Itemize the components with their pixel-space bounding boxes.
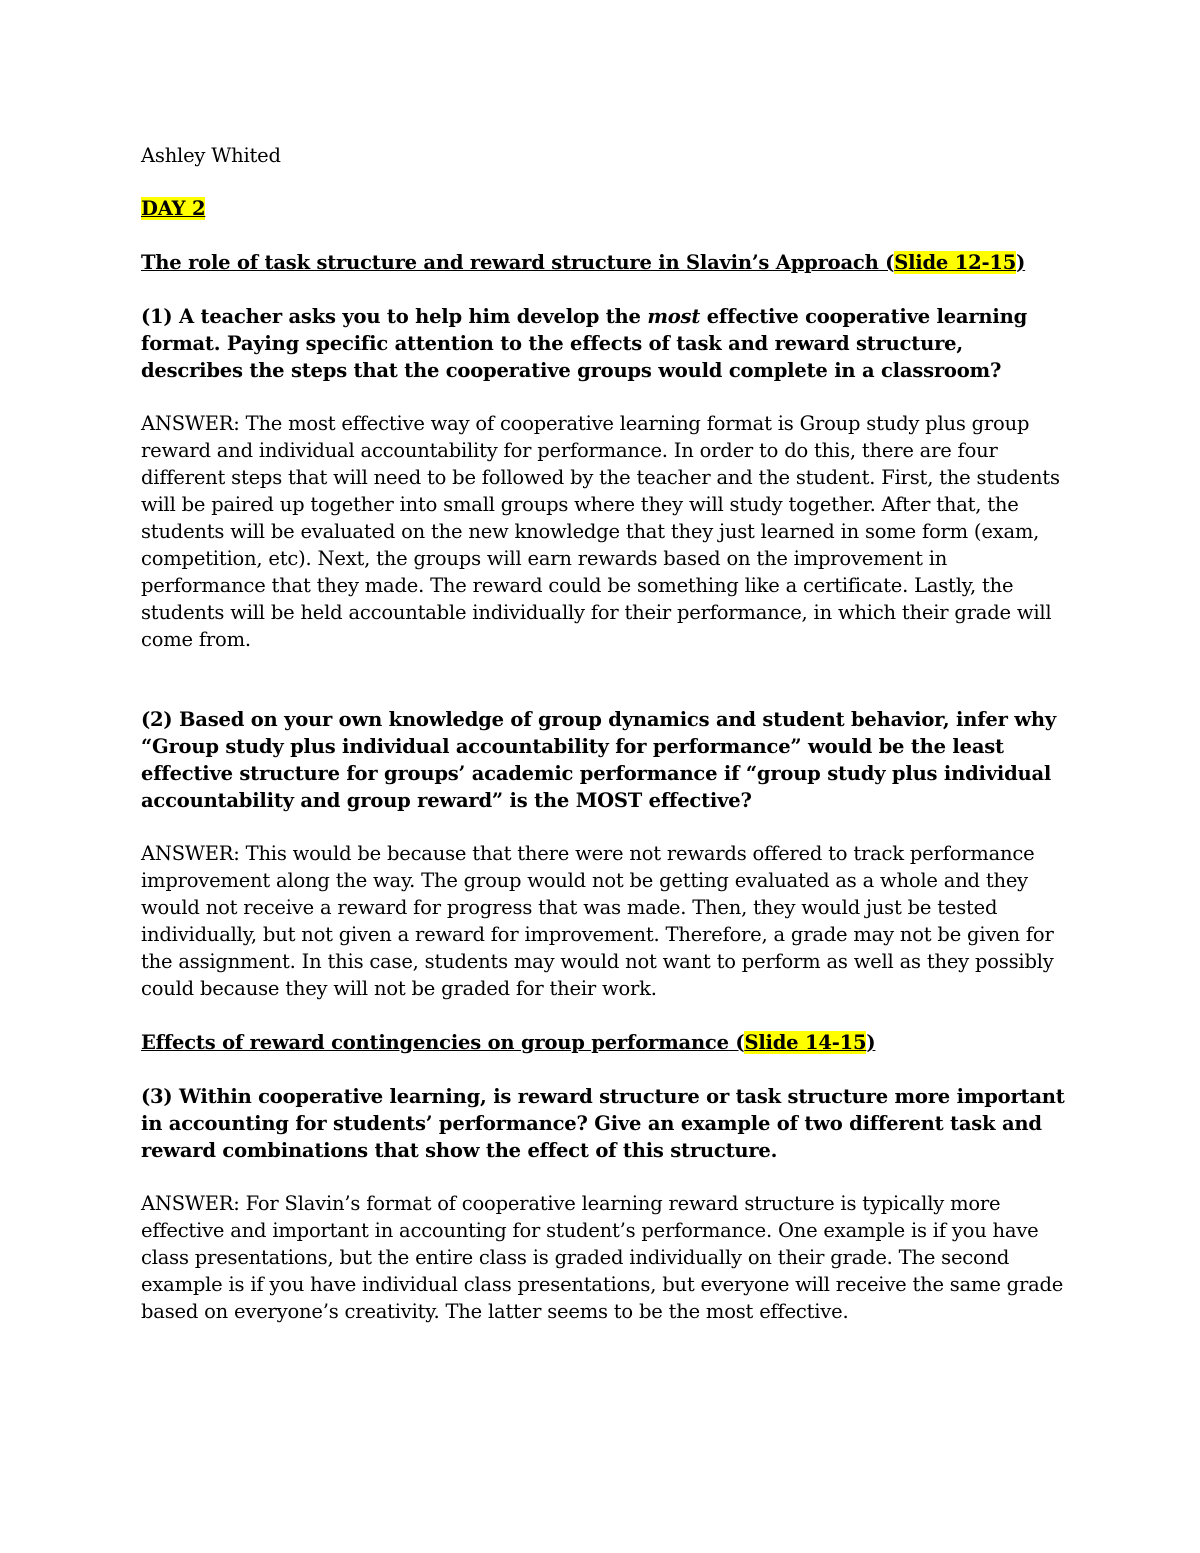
slide-reference-highlight: Slide 12-15 <box>894 251 1017 274</box>
question-1 <box>141 303 1071 384</box>
day-label-highlight: DAY 2 <box>141 197 206 220</box>
question-2: (2) Based on your own knowledge of group dynamics and student behavior, infer why “Group study plus individual accountability for performance” would be the least effective structure for groups’ academic performance if “group study plus individual accountability and group reward” is the MOST effective? <box>141 708 1056 812</box>
question-1-suffix: effective cooperative learning format. Paying specific attention to the effects of task and reward structure, describes the steps that the cooperative groups would complete in a classroom? <box>141 305 1028 382</box>
answer-1: ANSWER: The most effective way of cooperative learning format is Group study plus group reward and individual accountability for performance. In order to do this, there are four different steps that will need to be followed by the teacher and the student. First, the students will be paired up together into small groups where they will study together. After that, the students will be evaluated on the new knowledge that they just learned in some form (exam, competition, etc). Next, the groups will earn rewards based on the improvement in performance that they made. The reward could be something like a certificate. Lastly, the students will be held accountable individually for their performance, in which their grade will come from. <box>141 412 1060 651</box>
answer-2: ANSWER: This would be because that there were not rewards offered to track performance improvement along the way. The group would not be getting evaluated as a whole and they would not receive a reward for progress that was made. Then, they would just be tested individually, but not given a reward for improvement. Therefore, a grade may not be given for the assignment. In this case, students may would not want to perform as well as they possibly could because they will not be graded for their work. <box>141 842 1054 1000</box>
slide-reference-highlight: Slide 14-15 <box>744 1031 867 1054</box>
section-heading-text: The role of task structure and reward structure in Slavin’s Approach <box>141 251 879 274</box>
question-3: (3) Within cooperative learning, is reward structure or task structure more important in accounting for students’ performance? Give an example of two different task and reward combinations that show the effect of this structure. <box>141 1085 1065 1162</box>
answer-3: ANSWER: For Slavin’s format of cooperative learning reward structure is typically more effective and important in accounting for student’s performance. One example is if you have class presentations, but the entire class is graded individually on their grade. The second example is if you have individual class presentations, but everyone will receive the same grade based on everyone’s creativity. The latter seems to be the most effective. <box>141 1192 1064 1323</box>
day-label <box>141 195 1071 222</box>
section-heading-close-paren: ) <box>866 1031 876 1054</box>
section-heading-open-paren: ( <box>728 1031 745 1054</box>
blank-line-spacer <box>141 680 1071 706</box>
question-1-prefix: (1) A teacher asks you to help him develop the <box>141 305 648 328</box>
section-heading-close-paren: ) <box>1016 251 1026 274</box>
section-heading-open-paren: ( <box>878 251 895 274</box>
section-heading-task-reward <box>141 249 1071 276</box>
author-name: Ashley Whited <box>141 144 281 167</box>
section-heading-text: Effects of reward contingencies on group performance <box>141 1031 729 1054</box>
document-page <box>141 142 1071 1352</box>
section-heading-reward-contingencies <box>141 1029 1071 1056</box>
question-1-emphasis: most <box>647 305 701 328</box>
